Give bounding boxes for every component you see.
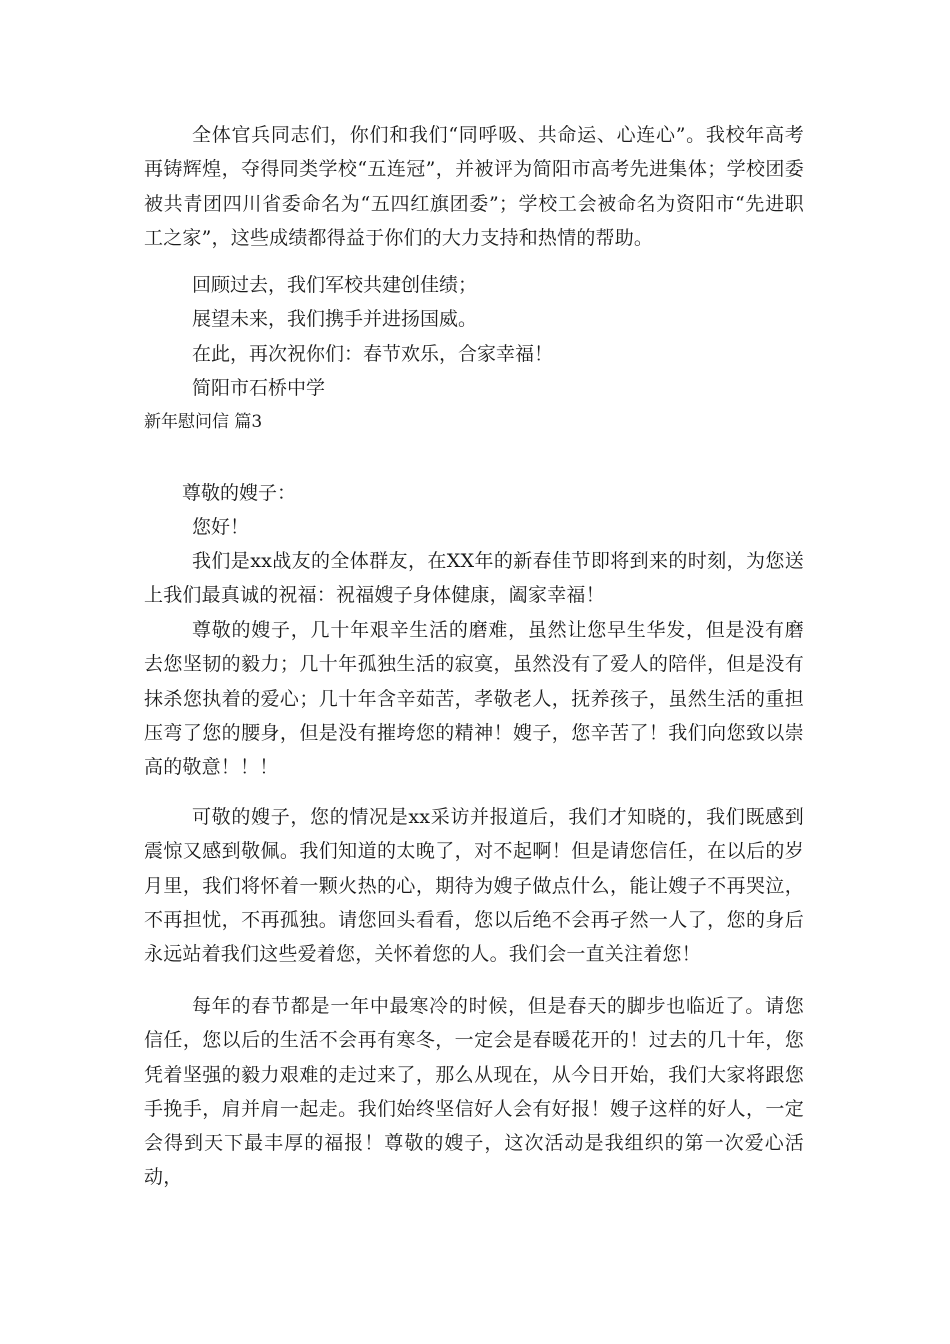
signature: 简阳市石桥中学 [192,377,326,399]
couplet-line-1: 回顾过去，我们军校共建创佳绩； [192,274,478,296]
blessing-line: 在此，再次祝你们：春节欢乐，合家幸福！ [192,343,554,365]
salutation: 尊敬的嫂子： [182,482,297,504]
paragraph-spring: 每年的春节都是一年中最寒冷的时候，但是春天的脚步也临近了。请您信任，您以后的生活不会再有寒冬，一定会是春暖花开的！过去的几十年，您凭着坚强的毅力艰难的走过来了，那么从现在，从今日开始，我们大家将跟您手挽手，肩并肩一起走。我们始终坚信好人会有好报！嫂子这样的好人，一定会得到天下最丰厚的福报！尊敬的嫂子，这次活动是我组织的第一次爱心活动， [144,995,804,1189]
greeting: 您好！ [192,516,250,538]
section-title: 新年慰问信 篇3 [144,412,263,432]
paragraph-blessing: 我们是xx战友的全体群友，在XX年的新春佳节即将到来的时刻，为您送上我们最真诚的祝福：祝福嫂子身体健康，阖家幸福！ [144,550,804,607]
couplet-line-2: 展望未来，我们携手并进扬国威。 [192,308,478,330]
paragraph-thanks: 全体官兵同志们，你们和我们“同呼吸、共命运、心连心”。我校年高考再铸辉煌，夺得同类学校“五连冠”，并被评为简阳市高考先进集体；学校团委被共青团四川省委命名为“五四红旗团委”；学校工会被命名为资阳市“先进职工之家”，这些成绩都得益于你们的大力支持和热情的帮助。 [144,124,804,249]
paragraph-respect: 尊敬的嫂子，几十年艰辛生活的磨难，虽然让您早生华发，但是没有磨去您坚韧的毅力；几十年孤独生活的寂寞，虽然没有了爱人的陪伴，但是没有抹杀您执着的爱心；几十年含辛茹苦，孝敬老人，抚养孩子，虽然生活的重担压弯了您的腰身，但是没有摧垮您的精神！嫂子，您辛苦了！我们向您致以崇高的敬意！！！ [144,619,804,779]
paragraph-admiration: 可敬的嫂子，您的情况是xx采访并报道后，我们才知晓的，我们既感到震惊又感到敬佩。我们知道的太晚了，对不起啊！但是请您信任，在以后的岁月里，我们将怀着一颗火热的心，期待为嫂子做点什么，能让嫂子不再哭泣，不再担忧，不再孤独。请您回头看看，您以后绝不会再孑然一人了，您的身后永远站着我们这些爱着您，关怀着您的人。我们会一直关注着您！ [144,806,804,966]
